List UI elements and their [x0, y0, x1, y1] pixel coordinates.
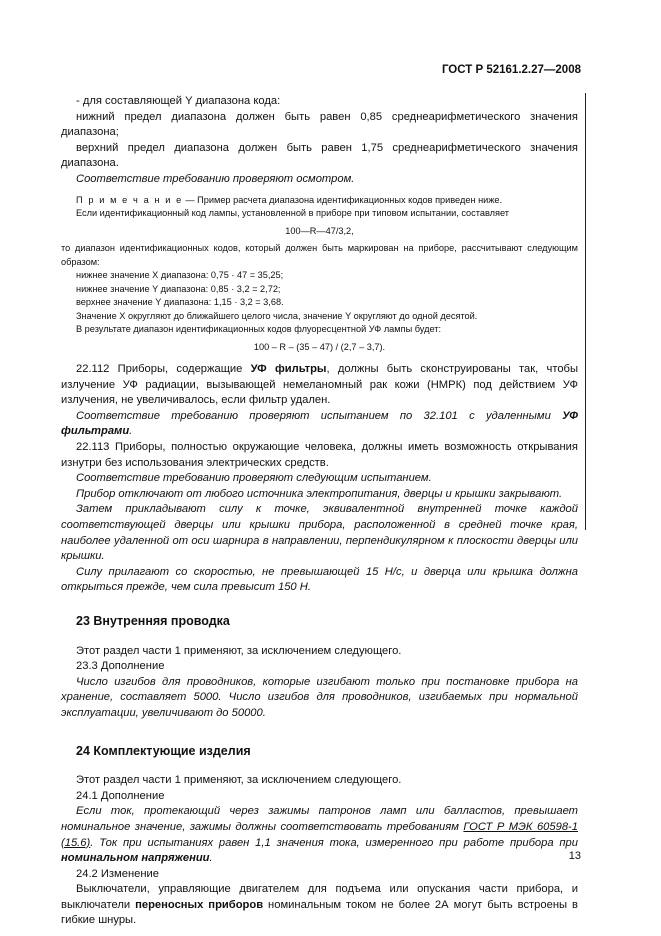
page-body [61, 94, 578, 929]
paragraph-23-3: 23.3 Дополнение [76, 660, 165, 673]
note-line-code: Если идентификационный код лампы, установленной в приборе при типовом испытании, составляет [76, 208, 509, 219]
section-23-heading: 23 Внутренняя проводка [76, 613, 230, 628]
standard-reference-link[interactable]: ГОСТ Р МЭК 60598-1 (15.6) [61, 820, 578, 849]
paragraph-23-3-text: Число изгибов для проводников, которые изгибают только при постановке прибора на хранение, составляет 5000. Число изгибов для проводников, изгибаемых при нормальной эксплуатации, увеличивают до 50000. [61, 675, 578, 719]
note-rounding: Значение X округляют до ближайшего целого числа, значение Y округляют до одной десятой. [76, 310, 478, 321]
text-span: 22.112 Приборы, содержащие [76, 363, 251, 376]
paragraph-upper-limit: верхний предел диапазона должен быть равен 1,75 среднеарифметического значения диапазона. [61, 141, 578, 170]
paragraph-24-1: 24.1 Дополнение [76, 789, 165, 802]
bold-term-uv-filters: УФ фильтры [250, 363, 327, 376]
text-span: Соответствие требованию проверяют испытанием по 32.101 с удаленными [76, 409, 563, 422]
text-span: Выключатели, управляющие двигателем для подъема или опускания части прибора, и выключатели [61, 883, 578, 911]
page-number: 13 [568, 850, 581, 862]
paragraph-23-intro: Этот раздел части 1 применяют, за исключением следующего. [76, 644, 402, 657]
paragraph-22-113-speed: Силу прилагают со скоростью, не превышающей 15 Н/с, и дверца или крышка должна открыться прежде, чем сила превысит 150 Н. [61, 565, 578, 594]
text-span: , должны быть сконструированы так, чтобы излучение УФ радиации, вызывающей немеланомный рак кожи (НМРК) под действием УФ излучения, не увеличивалось, если фильтр удален. [61, 363, 578, 407]
paragraph-24-2: 24.2 Изменение [76, 867, 160, 880]
note-calc-2: нижнее значение Y диапазона: 0,85 · 3,2 = 2,72; [76, 283, 281, 294]
note-label: П р и м е ч а н и е [76, 194, 183, 205]
paragraph-22-113-check: Соответствие требованию проверяют следующим испытанием. [76, 472, 432, 485]
note-title [61, 194, 578, 208]
note-calc-1: нижнее значение X диапазона: 0,75 · 47 = 35,25; [76, 270, 284, 281]
text-span: . [209, 852, 213, 865]
paragraph-22-113-force: Затем прикладывают силу к точке, эквивалентной внутренней точке каждой соответствующей дверцы или крышки прибора, расположенной в средней точке края, наиболее удаленной от оси шарнира в направлении, перпендикулярном к плоскости дверцы или крышки. [61, 503, 578, 563]
paragraph-24-2-text [61, 882, 578, 929]
document-code-header: ГОСТ Р 52161.2.27—2008 [441, 64, 581, 76]
paragraph-check-inspection: Соответствие требованию проверяют осмотром. [76, 172, 355, 185]
note-formula-2: 100 – R – (35 – 47) / (2,7 – 3,7). [253, 341, 386, 352]
change-bar [585, 93, 586, 530]
paragraph-24-intro: Этот раздел части 1 применяют, за исключением следующего. [76, 774, 402, 787]
bold-term-portable-appliances: переносных приборов [135, 898, 264, 911]
note-line-range: то диапазон идентификационных кодов, который должен быть маркирован на приборе, рассчитывают следующим образом: [61, 243, 578, 267]
note-calc-3: верхнее значение Y диапазона: 1,15 · 3,2 = 3,68. [76, 297, 284, 308]
section-24-heading: 24 Комплектующие изделия [76, 743, 251, 758]
note-result: В результате диапазон идентификационных кодов флуоресцентной УФ лампы будет: [76, 324, 442, 335]
text-span: . Ток при испытаниях равен 1,1 значения тока, измеренного при работе прибора при [90, 836, 578, 849]
paragraph-22-112 [61, 362, 578, 409]
paragraph-24-1-text [61, 804, 578, 866]
paragraph-22-113: 22.113 Приборы, полностью окружающие человека, должны иметь возможность открывания изнутри без использования электрических средств. [61, 441, 578, 469]
note-block [61, 194, 578, 355]
note-label-rest: — Пример расчета диапазона идентификационных кодов приведен ниже. [182, 194, 503, 205]
paragraph-22-112-check [61, 409, 578, 440]
paragraph-22-113-disconnect: Прибор отключают от любого источника электропитания, дверцы и крышки закрывают. [76, 487, 563, 500]
text-span: . [129, 425, 133, 438]
bold-term-uv-filters: УФ фильтрами [61, 409, 578, 438]
text-span: Если ток, протекающий через зажимы патронов ламп или балластов, превышает номинальное значение, зажимы должны соответствовать требованиям [61, 805, 578, 833]
paragraph-y-component: - для составляющей Y диапазона кода: [76, 95, 281, 107]
bold-term-rated-voltage: номинальном напряжении [61, 852, 210, 865]
note-formula-1: 100—R—47/3,2, [285, 225, 354, 236]
paragraph-lower-limit: нижний предел диапазона должен быть равен 0,85 среднеарифметического значения диапазона; [61, 110, 578, 139]
text-span: номинальным током не более 2А могут быть встроены в гибкие шнуры. [61, 898, 578, 927]
